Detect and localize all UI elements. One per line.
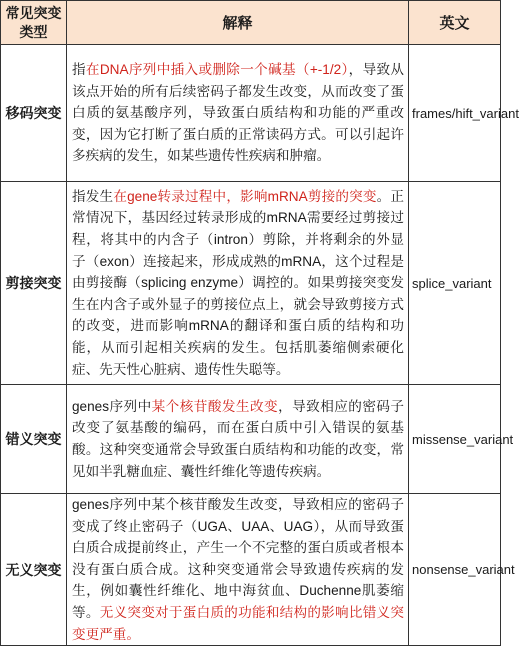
description-cell <box>67 385 409 494</box>
mutation-type-cell: 错义突变 <box>1 385 67 494</box>
description-text: genes序列中 <box>72 398 152 414</box>
description-text: genes序列中某个核苷酸发生改变，导致相应的密码子变成了终止密码子（UGA、UAA、UAG），从而导致蛋白质合成提前终止，产生一个不完整的蛋白质或者根本没有蛋白质合成。这种突变通常会导致遗传疾病的发生，例如囊性纤维化、地中海贫血、Duchenne肌萎缩等。 <box>72 497 404 620</box>
table-row <box>1 45 501 182</box>
mutation-type-cell: 剪接突变 <box>1 182 67 385</box>
description-cell <box>67 494 409 646</box>
header-english: 英文 <box>409 1 501 45</box>
table-row <box>1 494 501 646</box>
description-highlight: 某个核苷酸发生改变 <box>151 398 279 414</box>
mutation-type-cell: 无义突变 <box>1 494 67 646</box>
description-text: ，导致从该点开始的所有后续密码子都发生改变，从而改变了蛋白质的氨基酸序列，导致蛋白质结构和功能的严重改变，因为它打断了蛋白质的正常读码方式。可以引起许多疾病的发生，如某些遗传性疾病和肿瘤。 <box>72 62 405 164</box>
description-cell <box>67 182 409 385</box>
description-text: 。正常情况下，基因经过转录形成的mRNA需要经过剪接过程，将其中的内含子（intron）剪除，并将剩余的外显子（exon）连接起来，形成成熟的mRNA，这个过程是由剪接酶（splicing enzyme）调控的。如果剪接突变发生在内含子或外显子的剪接位点上，就会导致剪接方式的改变，进而影响mRNA的翻译和蛋白质的结构和功能，从而引起相关疾病的发生。包括肌萎缩侧索硬化症、先天性心脏病、遗传性失聪等。 <box>72 188 405 377</box>
description-text: 指发生 <box>72 188 114 204</box>
english-name-cell: nonsense_variant <box>409 494 501 646</box>
description-cell <box>67 45 409 182</box>
header-description: 解释 <box>67 1 409 45</box>
description-highlight: 在DNA序列中插入或删除一个碱基（+-1/2） <box>85 62 349 78</box>
english-name-cell: frames/hift_variant <box>409 45 501 182</box>
description-text: 指 <box>72 62 86 78</box>
english-name-cell: missense_variant <box>409 385 501 494</box>
mutation-type-cell: 移码突变 <box>1 45 67 182</box>
english-name-cell: splice_variant <box>409 182 501 385</box>
description-highlight: 在gene转录过程中，影响mRNA剪接的突变 <box>113 188 377 204</box>
description-text: ，导致相应的密码子改变了氨基酸的编码，而在蛋白质中引入错误的氨基酸。这种突变通常会导致蛋白质结构和功能的改变，常见如半乳糖血症、囊性纤维化等遗传疾病。 <box>72 398 405 479</box>
header-type: 常见突变类型 <box>1 1 67 45</box>
table-row <box>1 385 501 494</box>
table-row <box>1 182 501 385</box>
header-row <box>1 1 501 45</box>
description-highlight: 无义突变对于蛋白质的功能和结构的影响比错义突变更严重。 <box>72 604 404 642</box>
